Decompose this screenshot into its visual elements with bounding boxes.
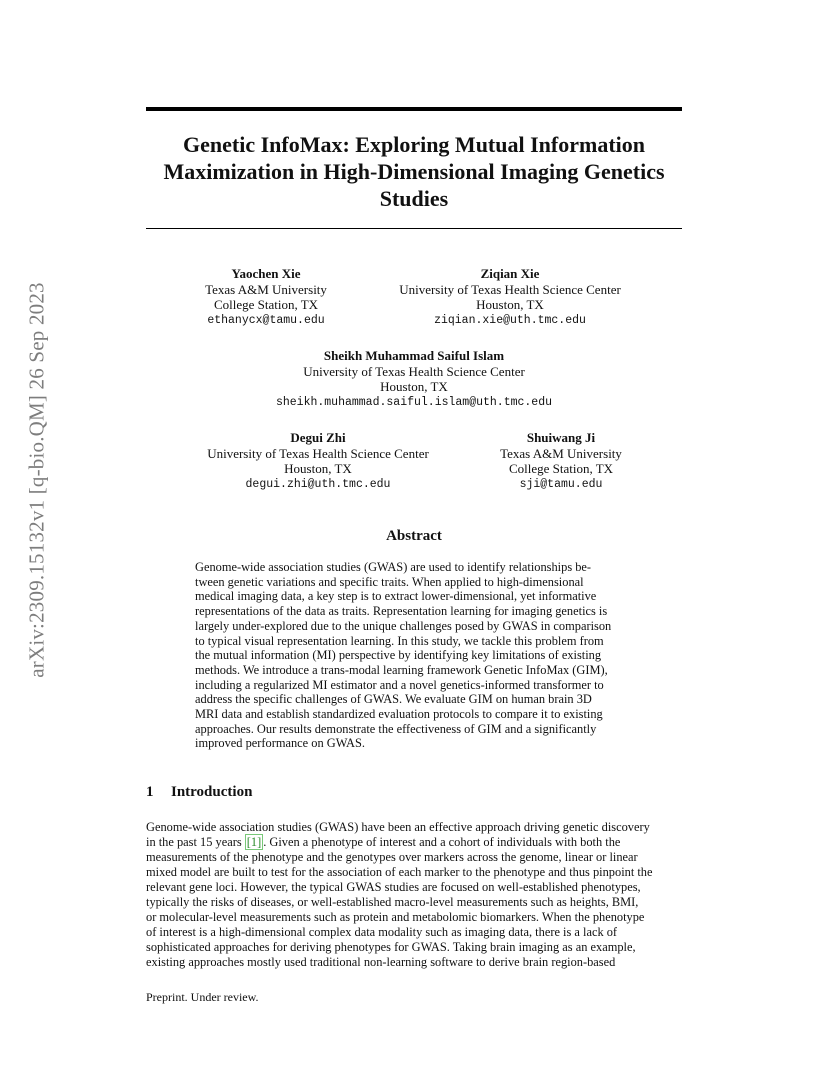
author-name: Shuiwang Ji [526, 430, 596, 445]
author-email[interactable]: sheikh.muhammad.saiful.islam@uth.tmc.edu [275, 395, 553, 409]
author-name: Sheikh Muhammad Saiful Islam [323, 348, 505, 363]
author-affiliation: University of Texas Health Science Center [303, 363, 525, 379]
author-email[interactable]: degui.zhi@uth.tmc.edu [245, 477, 391, 491]
author-name: Yaochen Xie [231, 266, 301, 281]
author-affiliation: Texas A&M University [205, 281, 327, 297]
intro-line: measurements of the phenotype and the genotypes over markers across the genome, linear or linear [146, 850, 638, 864]
abstract-line: Genome-wide association studies (GWAS) are used to identify relationships be- [195, 560, 592, 574]
intro-line: existing approaches mostly used traditional non-learning software to derive brain region-based [146, 955, 616, 969]
arxiv-identifier: arXiv:2309.15132v1 [q-bio.QM] 26 Sep 2023 [24, 282, 49, 678]
intro-line: mixed model are built to test for the association of each marker to the phenotype and thus pinpoint the [146, 865, 653, 879]
abstract-line: improved performance on GWAS. [195, 736, 365, 751]
abstract-line: to typical visual representation learning. In this study, we tackle this problem from [195, 633, 604, 648]
section-title: Introduction [171, 784, 253, 800]
title-line: Studies [379, 186, 449, 211]
abstract-line: MRI data and establish standardized evaluation protocols to compare it to existing [195, 707, 603, 722]
abstract-line: the mutual information (MI) perspective by identifying key limitations of existing [195, 648, 602, 663]
intro-line: Genome-wide association studies (GWAS) have been an effective approach driving genetic discovery [146, 820, 650, 834]
paper-title [146, 131, 682, 212]
author-name: Degui Zhi [290, 430, 346, 445]
title-bottom-rule [146, 228, 682, 229]
title-top-rule [146, 107, 682, 111]
page-footer: Preprint. Under review. [146, 990, 259, 1004]
abstract-body [195, 560, 633, 751]
author-email[interactable]: sji@tamu.edu [519, 477, 603, 491]
author-location: College Station, TX [508, 461, 614, 476]
author-email[interactable]: ziqian.xie@uth.tmc.edu [434, 313, 586, 327]
intro-line-text: . Given a phenotype of interest and a cohort of individuals with both the [263, 835, 621, 849]
abstract-line: approaches. Our results demonstrate the effectiveness of GIM and a significantly [195, 721, 597, 736]
intro-line: or molecular-level measurements such as protein and metabolomic biomarkers. When the phenotype [146, 910, 645, 924]
author-location: Houston, TX [284, 461, 352, 476]
abstract-line: representations of the data as traits. Representation learning for imaging genetics is [195, 604, 608, 619]
citation-link[interactable]: [1] [246, 835, 262, 849]
abstract-line: address the specific challenges of GWAS. We evaluate GIM on human brain 3D [195, 692, 592, 707]
author-block [486, 430, 636, 492]
introduction-body [146, 820, 682, 970]
abstract-line: methods. We introduce a trans-modal learning framework Genetic InfoMax (GIM), [195, 662, 608, 677]
author-block [380, 266, 640, 328]
author-block [254, 348, 574, 410]
author-affiliation: University of Texas Health Science Center [207, 445, 429, 461]
abstract-line: tween genetic variations and specific traits. When applied to high-dimensional [195, 574, 584, 589]
abstract-line: medical imaging data, a key step is to extract lower-dimensional, yet informative [195, 589, 597, 604]
author-block [188, 430, 448, 492]
author-affiliation: Texas A&M University [500, 445, 622, 461]
intro-line [146, 835, 682, 850]
intro-line: relevant gene loci. However, the typical GWAS studies are focused on well-established phenotypes, [146, 880, 641, 894]
intro-line: typically the risks of diseases, or well-established macro-level measurements such as heights, BMI, [146, 895, 639, 909]
intro-line: of interest is a high-dimensional complex data modality such as imaging data, there is a lack of [146, 925, 618, 939]
intro-line-text: in the past 15 years [146, 835, 245, 849]
abstract-heading: Abstract [386, 528, 442, 544]
abstract-line: including a regularized MI estimator and a novel genetics-informed transformer to [195, 677, 604, 692]
author-location: Houston, TX [476, 297, 544, 312]
abstract-line: largely under-explored due to the unique challenges posed by GWAS in comparison [195, 618, 612, 633]
author-location: College Station, TX [213, 297, 319, 312]
author-email[interactable]: ethanycx@tamu.edu [207, 313, 325, 327]
author-affiliation: University of Texas Health Science Center [399, 281, 621, 297]
title-line: Genetic InfoMax: Exploring Mutual Information [183, 132, 645, 157]
author-block [186, 266, 346, 328]
author-name: Ziqian Xie [480, 266, 540, 281]
author-location: Houston, TX [380, 379, 448, 394]
title-line: Maximization in High-Dimensional Imaging Genetics [163, 159, 665, 184]
intro-line: sophisticated approaches for deriving phenotypes for GWAS. Taking brain imaging as an example, [146, 940, 636, 954]
section-number: 1 [146, 784, 154, 800]
section-heading-introduction [146, 784, 252, 801]
